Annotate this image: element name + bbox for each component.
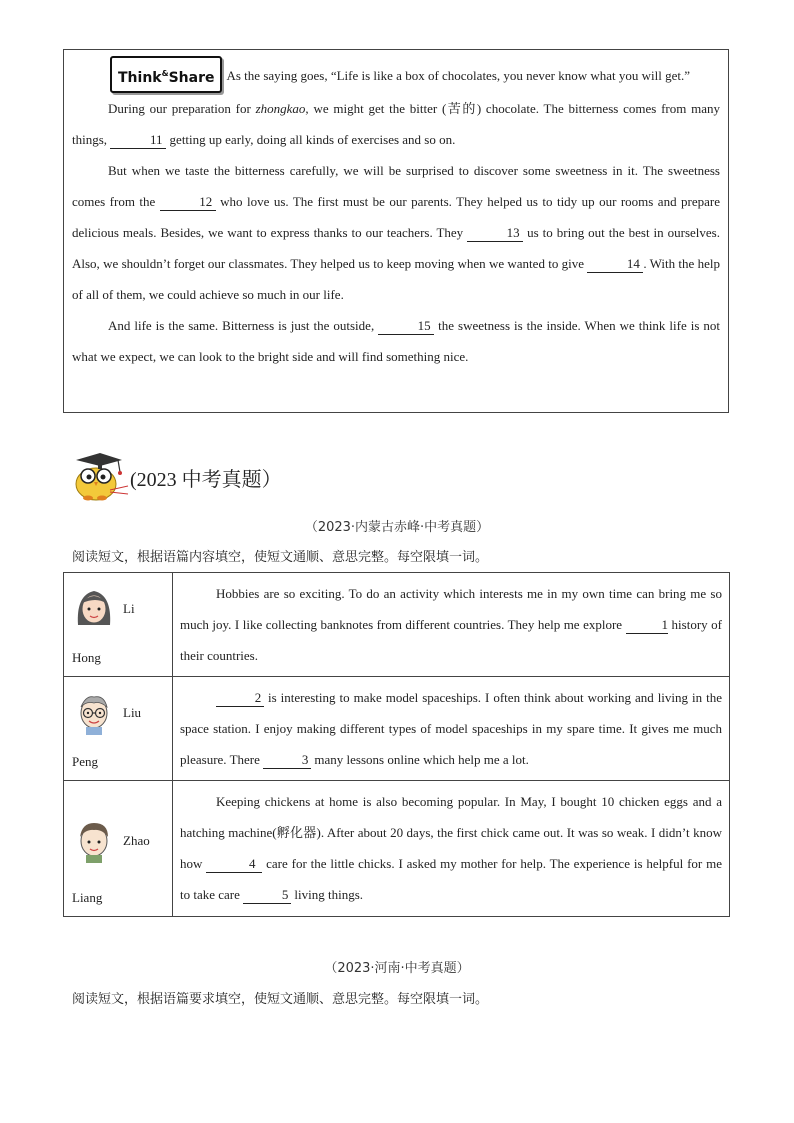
table-row: [64, 573, 730, 677]
table-row: [64, 677, 730, 781]
owl-scholar-icon: [70, 450, 130, 502]
text-cell: Hobbies are so exciting. To do an activity which interests me in my own time can bring me so much joy. I like collecting banknotes from different countries. They help me explore 1 history of their countries.: [173, 573, 730, 677]
section-heading: [70, 450, 282, 502]
think-share-logo: Think&Share: [110, 56, 222, 93]
first-name: Zhao: [123, 833, 150, 848]
table-row: [64, 781, 730, 917]
name-cell-li-hong: [64, 573, 173, 677]
blank-4[interactable]: 4: [206, 856, 262, 873]
blank-11[interactable]: 11: [110, 132, 166, 149]
blank-5[interactable]: 5: [243, 887, 291, 904]
blank-12[interactable]: 12: [160, 194, 216, 211]
first-name: Liu: [123, 705, 142, 720]
paragraph-3: But when we taste the bitterness carefully, we will be surprised to discover some sweetness in it. The sweetness comes from the 12 who love us. The first must be our parents. They helped us to tidy up our rooms and prepare delicious meals. Besides, we want to express thanks to our teachers. They 13 us to bring out the best in ourselves. Also, we shouldn’t forget our classmates. They helped us to keep moving when we wanted to give 14 . With the help of all of them, we could achieve so much in our life.: [72, 162, 720, 302]
first-name: Li: [123, 601, 135, 616]
hobbies-table: [63, 572, 730, 917]
girl-avatar-icon: [72, 585, 116, 635]
boy-avatar-icon: [72, 817, 116, 867]
last-name: Peng: [72, 754, 98, 769]
text-cell: 2 is interesting to make model spaceships. I often think about working and living in the space station. I enjoy making different types of model spaceships in my spare time. It gives me much pleasure. There 3 many lessons online which help me a lot.: [173, 677, 730, 781]
blank-13[interactable]: 13: [467, 225, 523, 242]
blank-14[interactable]: 14: [587, 256, 643, 273]
name-cell-liu-peng: [64, 677, 173, 781]
last-name: Hong: [72, 650, 101, 665]
exam2-instruction: 阅读短文，根据语篇要求填空，使短文通顺、意思完整。每空限填一词。: [72, 992, 489, 1007]
exam1-source: （2023·内蒙古赤峰·中考真题）: [304, 520, 490, 535]
blank-3[interactable]: 3: [263, 752, 311, 769]
text-cell: Keeping chickens at home is also becoming popular. In May, I bought 10 chicken eggs and a hatching machine(孵化器). After about 20 days, the first chick came out. It was so weak. I didn’t know how 4 care for the little chicks. I asked my mother for help. The experience is helpful for me to take care 5 living things.: [173, 781, 730, 917]
boy-glasses-avatar-icon: [72, 689, 116, 739]
passage-box: [63, 49, 729, 413]
section-title: (2023 中考真题）: [130, 468, 282, 491]
blank-15[interactable]: 15: [378, 318, 434, 335]
paragraph-1: Think&Share As the saying goes, “Life is like a box of chocolates, you never know what you will get.”: [72, 60, 720, 93]
blank-1[interactable]: 1: [626, 617, 669, 634]
name-cell-zhao-liang: [64, 781, 173, 917]
last-name: Liang: [72, 890, 103, 905]
paragraph-2: During our preparation for zhongkao, we might get the bitter (苦的) chocolate. The bitterness comes from many things, 11 getting up early, doing all kinds of exercises and so on.: [72, 100, 720, 147]
blank-2[interactable]: 2: [216, 690, 264, 707]
exam1-instruction: 阅读短文，根据语篇内容填空，使短文通顺、意思完整。每空限填一词。: [72, 550, 489, 565]
paragraph-4: And life is the same. Bitterness is just the outside, 15 the sweetness is the inside. When we think life is not what we expect, we can look to the bright side and will find something nice.: [72, 317, 720, 364]
exam2-source: （2023·河南·中考真题）: [324, 961, 470, 976]
